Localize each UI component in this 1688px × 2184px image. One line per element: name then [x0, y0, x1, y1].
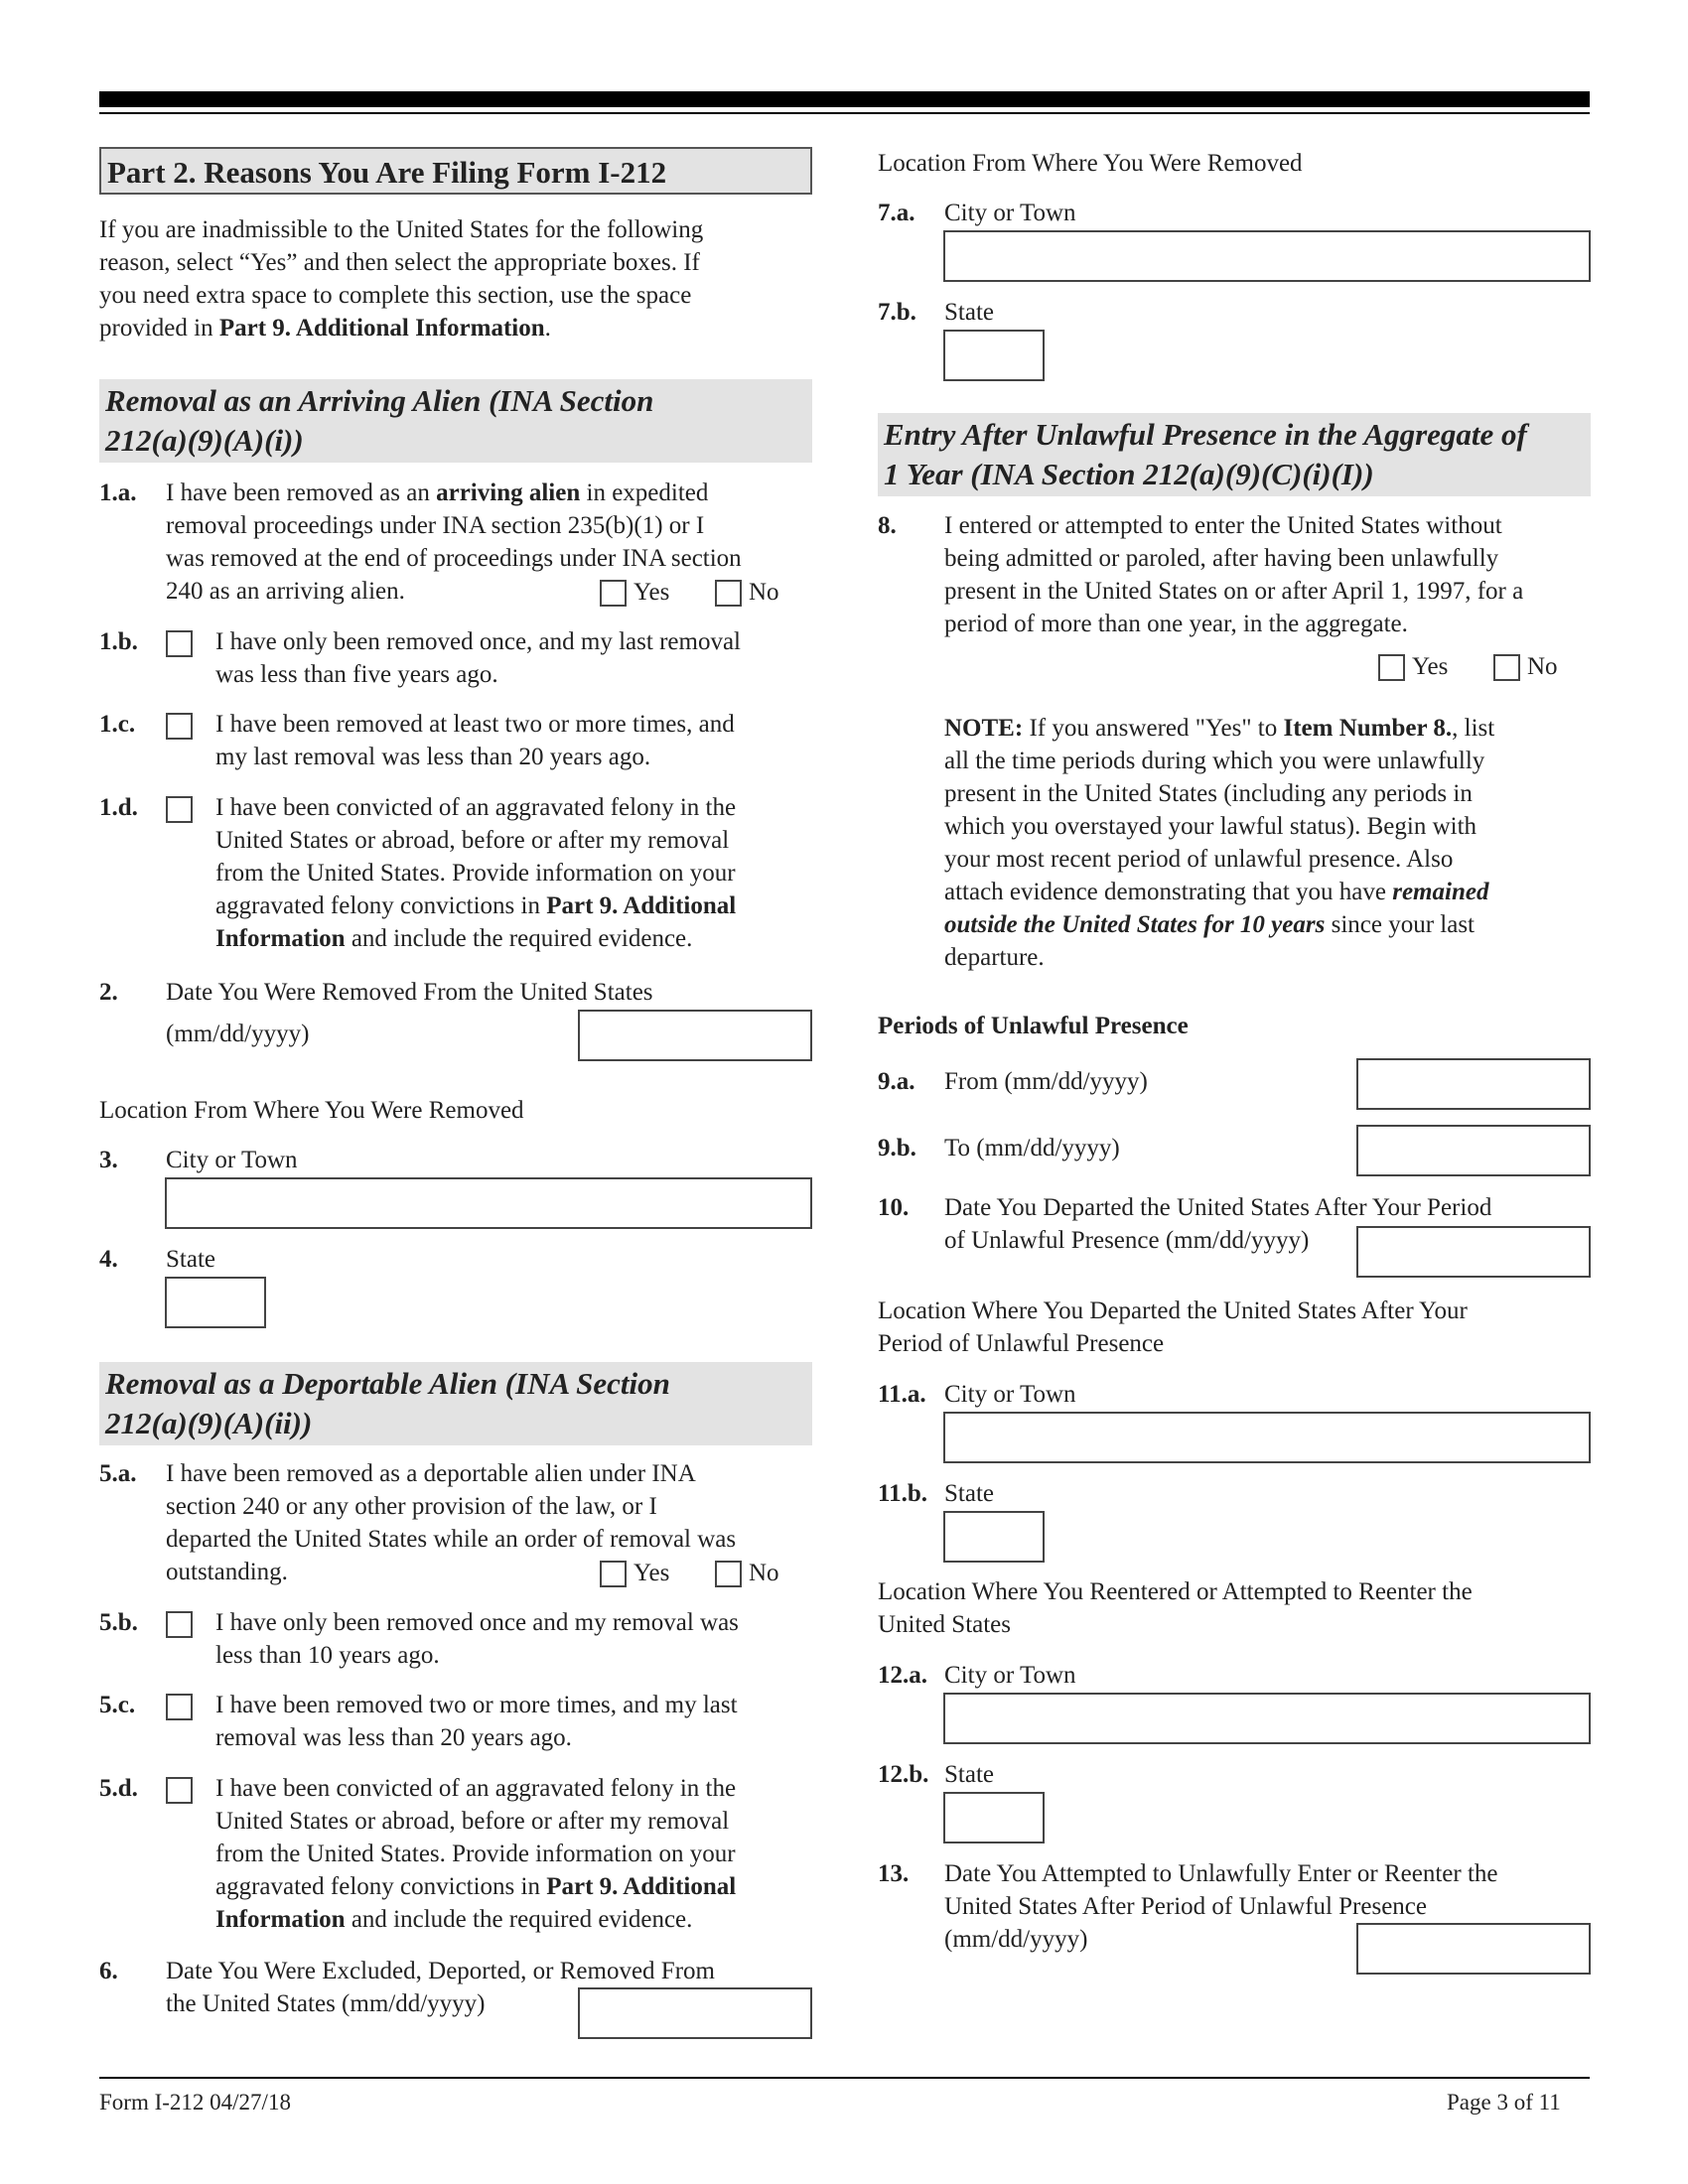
no-label: No [749, 579, 779, 606]
checkbox-1b[interactable] [166, 630, 193, 657]
item-number: 1.a. [99, 479, 137, 506]
intro-line: you need extra space to complete this section, use the space [99, 282, 692, 309]
city-input-3[interactable] [165, 1177, 812, 1229]
top-rule-thick [99, 91, 1590, 107]
section-header-arriving: Removal as an Arriving Alien (INA Section 212(a)(9)(A)(i)) [99, 379, 812, 463]
intro-line: provided in Part 9. Additional Information. [99, 315, 551, 341]
note-paragraph: NOTE: If you answered "Yes" to Item Number 8., list all the time periods during which you were unlawfully present in the United States (including any periods in which you overstayed your lawful status). Begin with your most recent period of unlawful presence. Also attach evidence demonstrating that you have remained outside the United States for 10 years since your last departure. [944, 715, 1495, 971]
checkbox-5d[interactable] [166, 1777, 193, 1804]
intro-line: If you are inadmissible to the United States for the following [99, 216, 704, 243]
location-removed-label: Location From Where You Were Removed [99, 1097, 524, 1124]
yes-label: Yes [633, 579, 670, 606]
periods-heading: Periods of Unlawful Presence [878, 1013, 1189, 1039]
intro-paragraph [99, 213, 812, 344]
yes-label: Yes [633, 1560, 670, 1586]
footer-form-id: Form I-212 04/27/18 [99, 2090, 291, 2115]
from-date-input[interactable] [1356, 1058, 1591, 1110]
top-rule-thin [99, 112, 1590, 114]
no-label: No [1527, 653, 1558, 680]
departed-date-input[interactable] [1356, 1226, 1591, 1278]
yes-checkbox[interactable] [600, 1561, 627, 1587]
checkbox-1d[interactable] [166, 796, 193, 823]
yes-label: Yes [1412, 653, 1449, 680]
location-departed-label: Location Where You Departed the United States After Your Period of Unlawful Presence [878, 1297, 1468, 1357]
excluded-date-input[interactable] [578, 1987, 812, 2039]
checkbox-5c[interactable] [166, 1694, 193, 1720]
to-date-input[interactable] [1356, 1125, 1591, 1176]
city-input-12a[interactable] [943, 1693, 1591, 1744]
state-input-7b[interactable] [943, 330, 1045, 381]
no-checkbox[interactable] [715, 1561, 742, 1587]
no-label: No [749, 1560, 779, 1586]
intro-line: reason, select “Yes” and then select the appropriate boxes. If [99, 249, 700, 276]
attempted-date-input[interactable] [1356, 1923, 1591, 1975]
city-input-7a[interactable] [943, 230, 1591, 282]
no-checkbox[interactable] [715, 580, 742, 607]
no-checkbox[interactable] [1493, 654, 1520, 681]
state-input-11b[interactable] [943, 1511, 1045, 1563]
yes-checkbox[interactable] [1378, 654, 1405, 681]
yes-checkbox[interactable] [600, 580, 627, 607]
checkbox-1c[interactable] [166, 713, 193, 740]
state-input-12b[interactable] [943, 1792, 1045, 1843]
section-header-deportable: Removal as a Deportable Alien (INA Section 212(a)(9)(A)(ii)) [99, 1362, 812, 1445]
state-input-4[interactable] [165, 1277, 266, 1328]
location-reentered-label: Location Where You Reentered or Attempted to Reenter the United States [878, 1578, 1473, 1638]
bottom-rule [99, 2077, 1590, 2079]
location-removed-label: Location From Where You Were Removed [878, 150, 1303, 177]
footer-page-number: Page 3 of 11 [1447, 2090, 1561, 2115]
section-header-unlawful: Entry After Unlawful Presence in the Aggregate of 1 Year (INA Section 212(a)(9)(C)(i)(I)) [878, 413, 1591, 496]
checkbox-5b[interactable] [166, 1611, 193, 1638]
part-header: Part 2. Reasons You Are Filing Form I-212 [99, 147, 812, 195]
city-input-11a[interactable] [943, 1412, 1591, 1463]
removal-date-input[interactable] [578, 1010, 812, 1061]
